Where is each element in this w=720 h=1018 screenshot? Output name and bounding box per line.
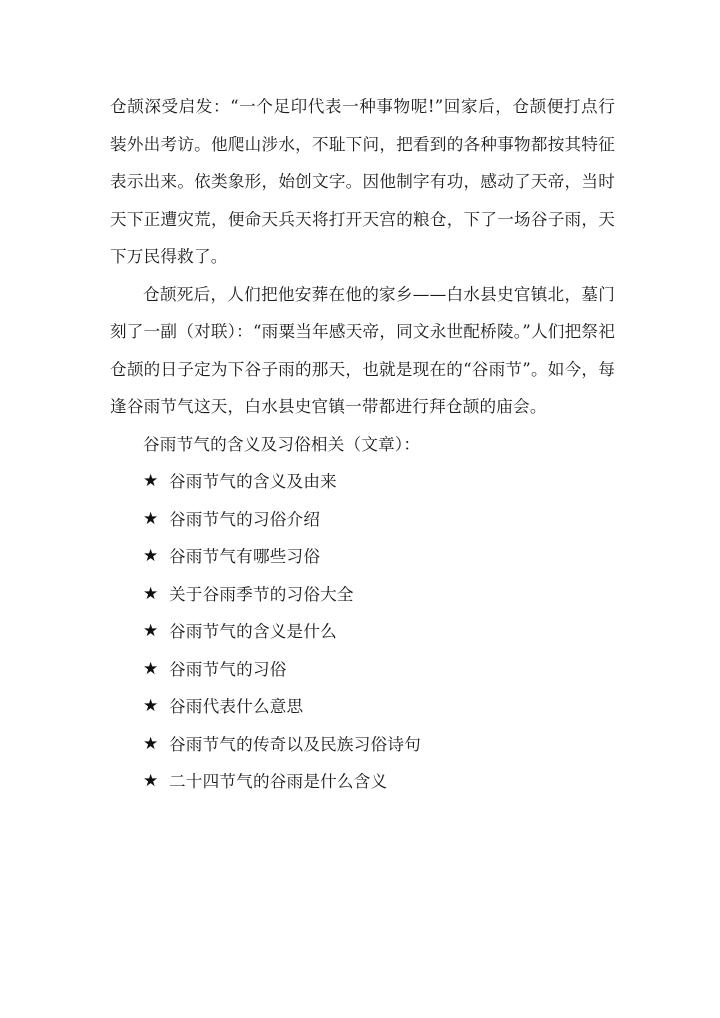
list-item <box>143 613 615 651</box>
star-bullet-icon: ★ <box>143 733 159 754</box>
related-article-link[interactable]: 二十四节气的谷雨是什么含义 <box>169 772 388 791</box>
related-article-link[interactable]: 谷雨代表什么意思 <box>169 697 304 716</box>
list-item <box>143 651 615 689</box>
list-item <box>143 538 615 576</box>
related-articles-list <box>110 463 615 801</box>
list-item <box>143 463 615 501</box>
star-bullet-icon: ★ <box>143 771 159 791</box>
star-bullet-icon: ★ <box>143 471 159 491</box>
star-bullet-icon: ★ <box>143 621 159 641</box>
star-bullet-icon: ★ <box>143 658 159 679</box>
document-page <box>110 88 615 801</box>
related-article-link[interactable]: 谷雨节气的含义是什么 <box>169 622 337 641</box>
star-bullet-icon: ★ <box>143 583 159 604</box>
star-bullet-icon: ★ <box>143 546 159 566</box>
related-article-link[interactable]: 谷雨节气的传奇以及民族习俗诗句 <box>169 734 421 754</box>
list-item <box>143 726 615 764</box>
paragraph-guyu-festival: 仓颉死后，人们把他安葬在他的家乡——白水县史官镇北，墓门刻了一副（对联）：“雨粟当年感天帝，同文永世配桥陵。”人们把祭祀仓颉的日子定为下谷子雨的那天，也就是现在的“谷雨节”。如今，每逢谷雨节气这天，白水县史官镇一带都进行拜仓颉的庙会。 <box>110 284 615 416</box>
related-article-link[interactable]: 谷雨节气的习俗 <box>169 659 287 679</box>
related-article-link[interactable]: 谷雨节气的含义及由来 <box>169 472 337 491</box>
list-item <box>143 501 615 539</box>
related-article-link[interactable]: 关于谷雨季节的习俗大全 <box>169 584 354 604</box>
list-item <box>143 688 615 726</box>
paragraph-cangjie-story: 仓颉深受启发：“一个足印代表一种事物呢!”回家后，仓颉便打点行装外出考访。他爬山涉水，不耻下问，把看到的各种事物都按其特征表示出来。依类象形，始创文字。因他制字有功，感动了天帝，当时天下正遭灾荒，便命天兵天将打开天宫的粮仓，下了一场谷子雨，天下万民得救了。 <box>110 97 615 266</box>
star-bullet-icon: ★ <box>143 508 159 529</box>
related-articles-heading: 谷雨节气的含义及习俗相关（文章）： <box>143 434 421 454</box>
related-article-link[interactable]: 谷雨节气有哪些习俗 <box>169 547 321 566</box>
list-item <box>143 763 615 801</box>
related-article-link[interactable]: 谷雨节气的习俗介绍 <box>169 509 321 529</box>
list-item <box>143 576 615 614</box>
star-bullet-icon: ★ <box>143 696 159 716</box>
